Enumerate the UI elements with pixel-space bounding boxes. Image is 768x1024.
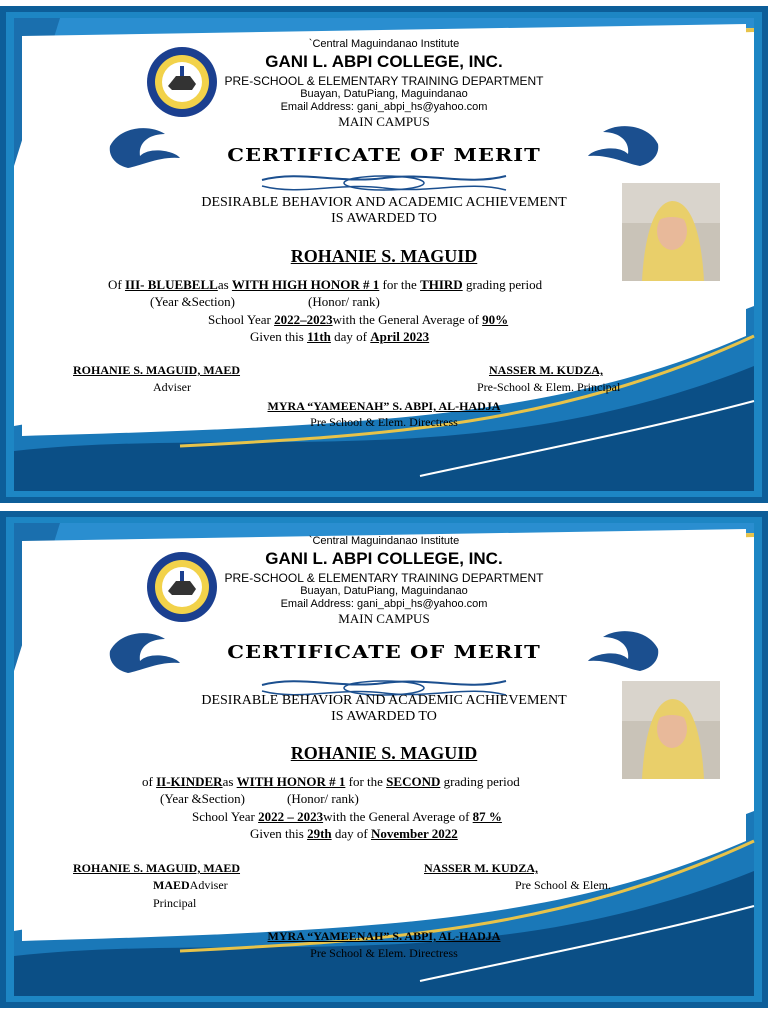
award-line-2: IS AWARDED TO [331, 709, 437, 724]
address: Buayan, DatuPiang, Maguindanao [300, 585, 468, 597]
year-section-label: (Year &Section) [150, 294, 235, 309]
adviser-name: ROHANIE S. MAGUID, MAED [73, 861, 241, 875]
class-line [142, 774, 520, 790]
school-year: 2022–2023 [274, 312, 333, 327]
certificate-2 [0, 511, 768, 1008]
honor-rank: WITH HONOR # 1 [236, 774, 346, 789]
principal-title: Pre-School & Elem. Principal [477, 380, 621, 394]
as-text: as [217, 277, 232, 292]
honor-label: (Honor/ rank) [287, 791, 359, 806]
grading-period: SECOND [386, 774, 441, 789]
as-text: as [222, 774, 237, 789]
given-mid: day of [331, 826, 371, 841]
directress-name: MYRA “YAMEENAH” S. ABPI, AL-HADJA [267, 929, 501, 943]
sy-prefix: School Year [208, 312, 275, 327]
general-average: 90% [482, 312, 509, 327]
directress-name: MYRA “YAMEENAH” S. ABPI, AL-HADJA [267, 399, 501, 413]
grading-suffix: grading period [462, 277, 543, 292]
email-address: Email Address: gani_abpi_hs@yahoo.com [280, 101, 488, 113]
of-prefix: Of [108, 277, 125, 292]
honor-label: (Honor/ rank) [308, 294, 380, 309]
given-day: 29th [307, 826, 332, 841]
campus: MAIN CAMPUS [338, 611, 430, 626]
principal-name: NASSER M. KUDZA, [424, 861, 539, 875]
recipient-photo [622, 183, 720, 281]
adviser-title [153, 878, 228, 893]
award-line-1: DESIRABLE BEHAVIOR AND ACADEMIC ACHIEVEMENT [201, 693, 567, 708]
school-year-line [192, 809, 502, 825]
given-prefix: Given this [250, 826, 308, 841]
recipient-photo [622, 681, 720, 779]
campus: MAIN CAMPUS [338, 114, 430, 129]
school-year: 2022 – 2023 [258, 809, 324, 824]
principal-word: Principal [153, 896, 197, 910]
certificate-1 [0, 6, 768, 503]
directress-title: Pre School & Elem. Directress [310, 415, 458, 429]
general-average: 87 % [472, 809, 502, 824]
college-name: GANI L. ABPI COLLEGE, INC. [265, 549, 503, 568]
adviser-name: ROHANIE S. MAGUID, MAED [73, 363, 241, 377]
email-address: Email Address: gani_abpi_hs@yahoo.com [280, 598, 488, 610]
class-line [108, 277, 542, 293]
given-month: April 2023 [370, 329, 430, 344]
given-line [250, 329, 429, 345]
recipient-name: ROHANIE S. MAGUID [290, 743, 478, 763]
address: Buayan, DatuPiang, Maguindanao [300, 88, 468, 100]
of-prefix: of [142, 774, 157, 789]
grading-suffix: grading period [440, 774, 520, 789]
year-section-label: (Year &Section) [160, 791, 245, 806]
average-prefix: with the General Average of [332, 312, 483, 327]
institute-name: `Central Maguindanao Institute [308, 535, 460, 547]
average-prefix: with the General Average of [323, 809, 473, 824]
year-section: II-KINDER [156, 774, 223, 789]
for-the: for the [345, 774, 387, 789]
adviser-title: Adviser [153, 380, 191, 394]
given-mid: day of [330, 329, 371, 344]
year-section: III- BLUEBELL [124, 277, 218, 292]
adviser-title-bold: MAED [153, 878, 190, 892]
grading-period: THIRD [420, 277, 463, 292]
principal-title: Pre School & Elem. [515, 878, 611, 892]
department-name: PRE-SCHOOL & ELEMENTARY TRAINING DEPARTMENT [224, 74, 544, 88]
adviser-title-text: Adviser [189, 878, 228, 892]
given-month: November 2022 [370, 826, 458, 841]
directress-title: Pre School & Elem. Directress [310, 946, 458, 960]
institute-name: `Central Maguindanao Institute [308, 38, 460, 50]
recipient-name: ROHANIE S. MAGUID [290, 246, 478, 266]
honor-rank: WITH HIGH HONOR # 1 [231, 277, 380, 292]
award-line-1: DESIRABLE BEHAVIOR AND ACADEMIC ACHIEVEMENT [201, 195, 567, 210]
given-prefix: Given this [250, 329, 308, 344]
given-day: 11th [307, 329, 331, 344]
principal-name: NASSER M. KUDZA, [489, 363, 604, 377]
certificate-title: CERTIFICATE OF MERIT [227, 143, 541, 166]
department-name: PRE-SCHOOL & ELEMENTARY TRAINING DEPARTMENT [224, 571, 544, 585]
given-line [250, 826, 458, 842]
certificate-title: CERTIFICATE OF MERIT [227, 640, 541, 663]
for-the: for the [379, 277, 421, 292]
college-name: GANI L. ABPI COLLEGE, INC. [265, 52, 503, 71]
school-year-line [208, 312, 508, 328]
award-line-2: IS AWARDED TO [331, 211, 437, 226]
sy-prefix: School Year [192, 809, 259, 824]
